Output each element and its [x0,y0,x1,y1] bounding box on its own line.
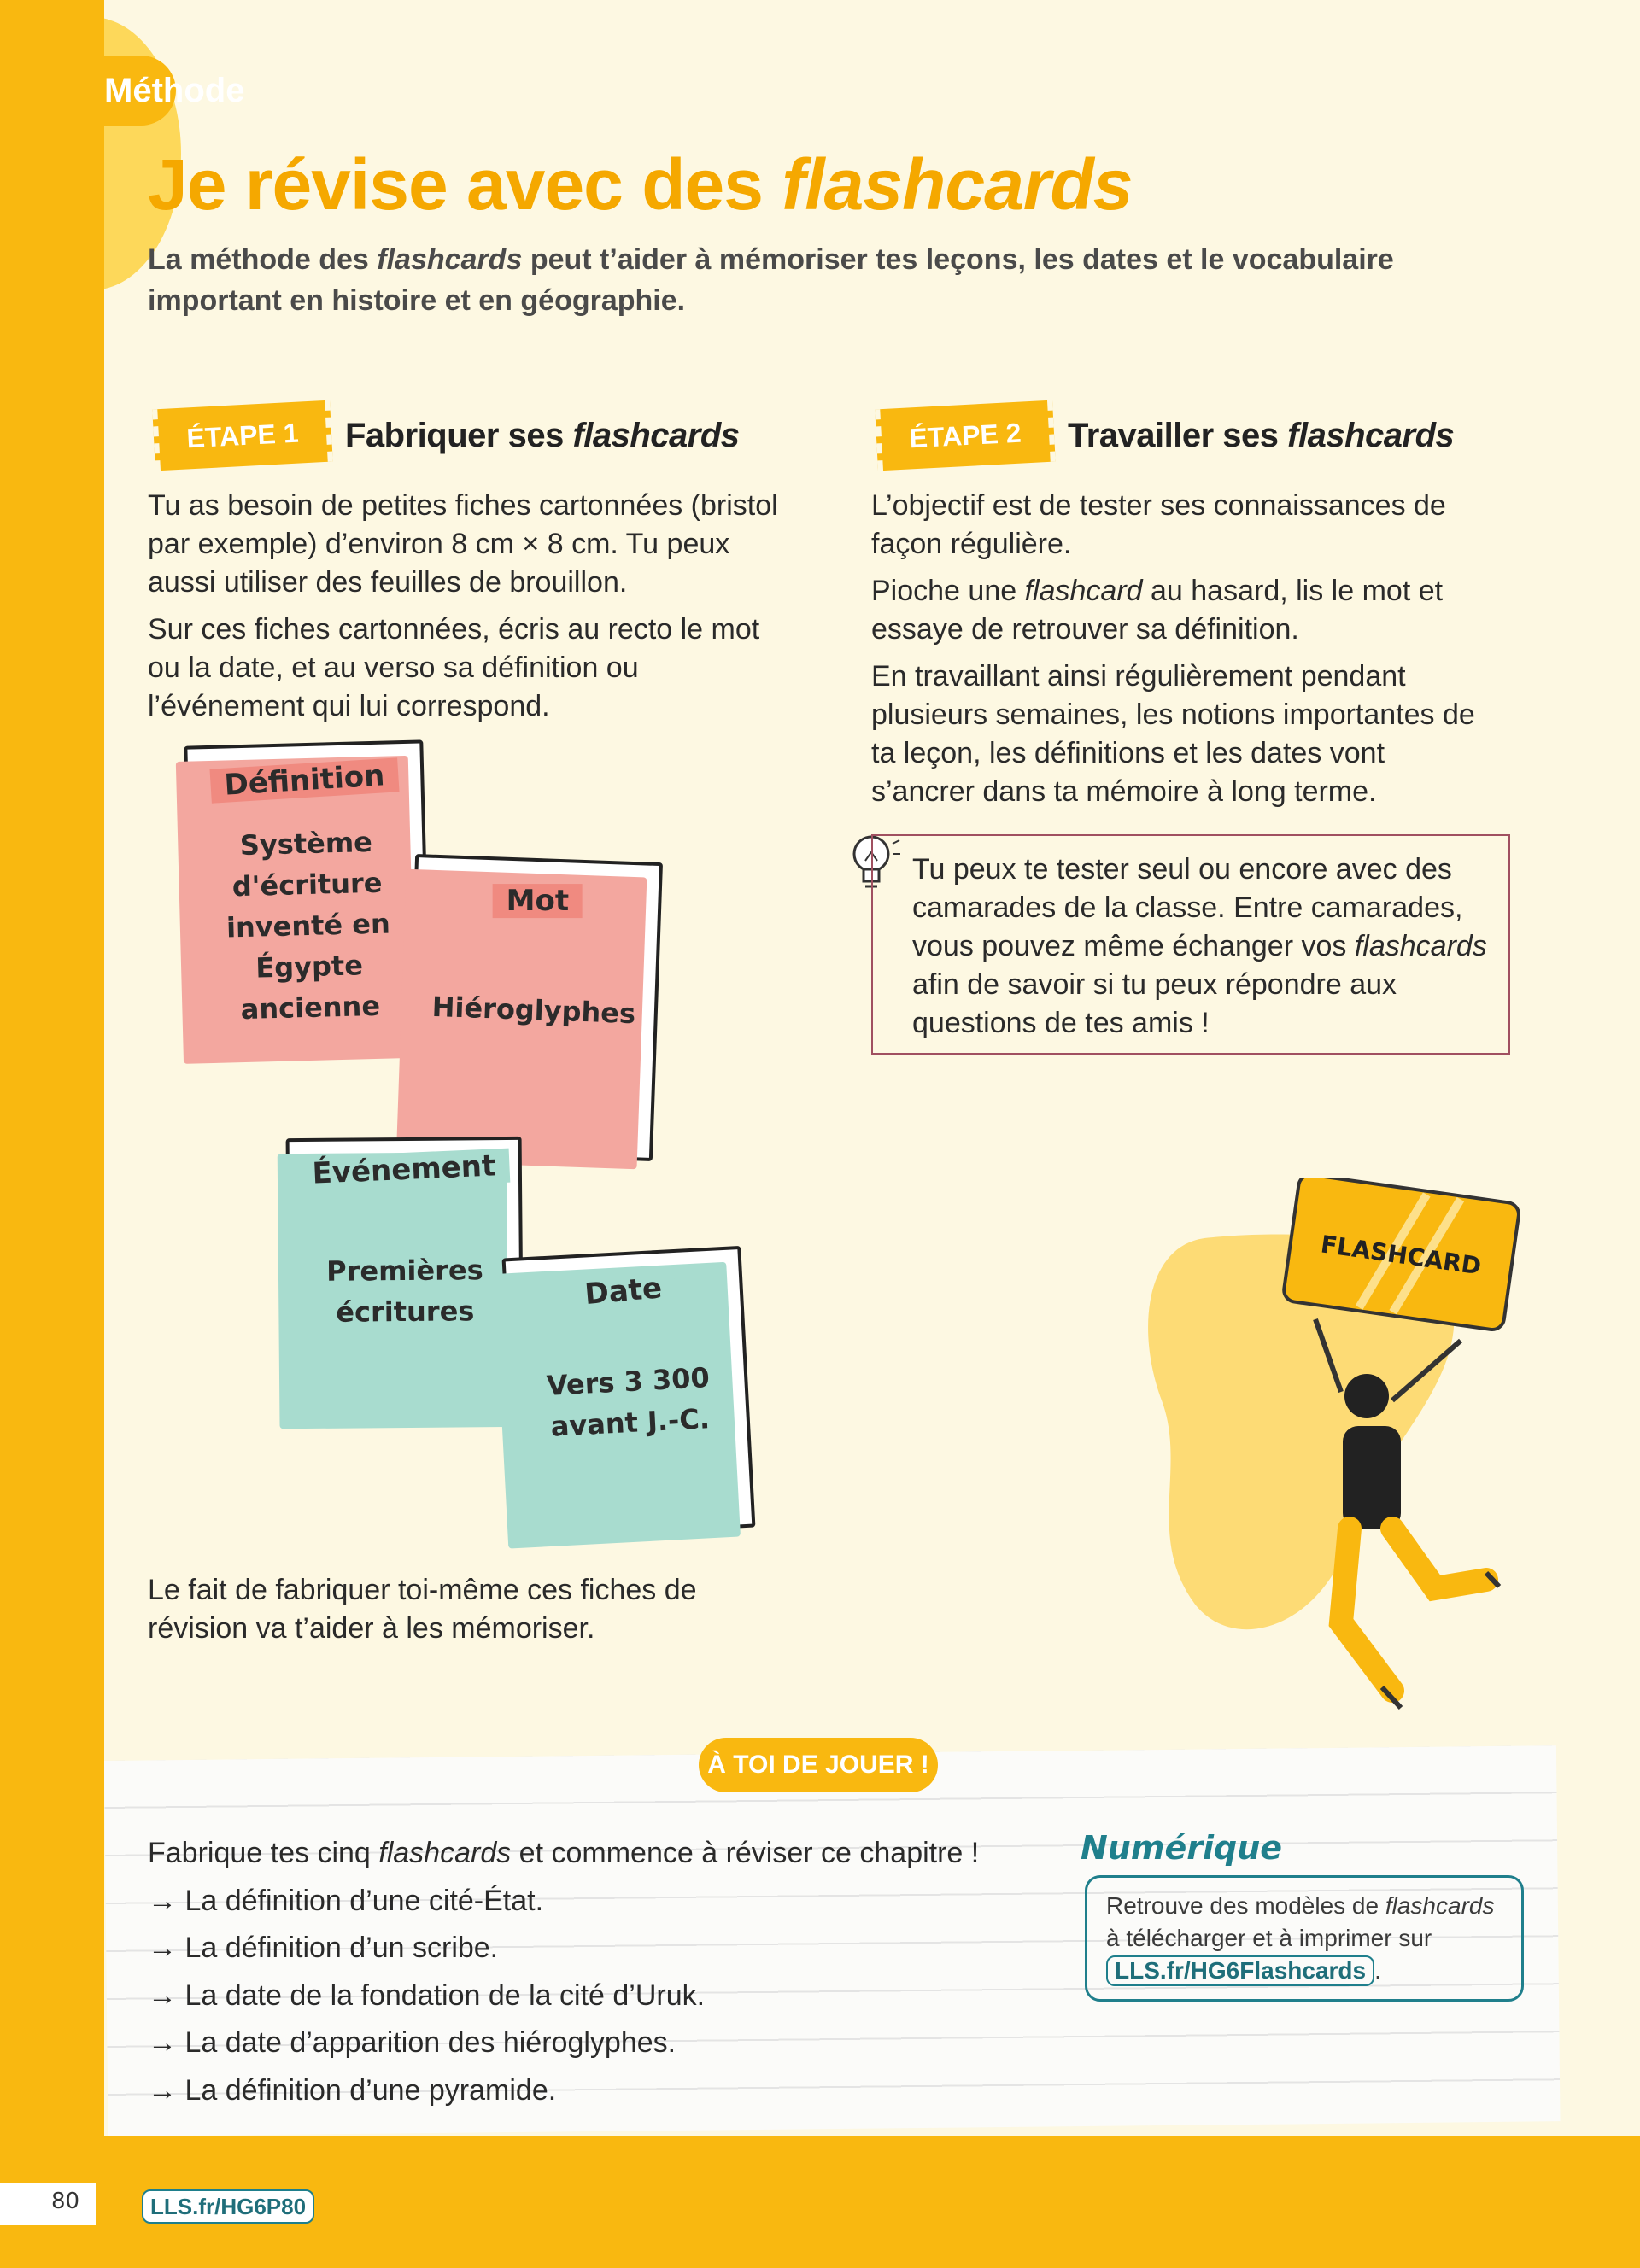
card-date [502,1246,756,1540]
card-mot [405,854,663,1161]
step1-tag: ÉTAPE 1 [152,400,332,471]
card-text-definition: Système d'écriture inventé en Égypte ancienne [226,825,391,1026]
page-number: 80 [51,2189,80,2214]
card-label-date: Date [570,1270,677,1313]
exercise-item: → La date d’apparition des hiéroglyphes. [148,2026,676,2059]
card-text-evenement: Premières écritures [326,1254,483,1329]
tip-text: Tu peux te tester seul ou encore avec des camarades de la classe. Entre camarades, vous pouvez même échanger vos flashcards afin de savoir si tu peux répondre aux questions de tes amis ! [912,853,1487,1039]
footer-link[interactable]: LLS.fr/HG6P80 [142,2189,314,2224]
flashcards-link[interactable]: LLS.fr/HG6Flashcards [1106,1955,1374,1986]
card-label-definition: Définition [209,757,399,803]
card-label-mot: Mot [493,884,583,918]
card-text-mot: Hiéroglyphes [431,990,636,1031]
exercise-item: → La date de la fondation de la cité d’Uruk. [148,1979,706,2012]
card-text-date: Vers 3 300 avant J.-C. [546,1361,711,1443]
step1-title: Fabriquer ses flashcards [345,417,740,454]
step2-text: L’objectif est de tester ses connaissances de façon régulière. Pioche une flashcard au hasard, lis le mot et essaye de retrouver sa définition. En travaillant ainsi régulièrement pendant plusieurs semaines, les notions importantes de ta leçon, les définitions et les dates vont s’ancrer dans ta mémoire à long terme. [871,489,1475,808]
step2-title: Travailler ses flashcards [1068,417,1455,454]
card-label-evenement: Événement [298,1149,510,1192]
page-title: Je révise avec des flashcards [148,144,1133,225]
exercise-item: → La définition d’une pyramide. [148,2073,557,2107]
exercise-intro: Fabrique tes cinq flashcards et commence à réviser ce chapitre ! [148,1837,980,1869]
numerique-title: Numérique [1081,1829,1283,1867]
intro-text: La méthode des flashcards peut t’aider à mémoriser tes leçons, les dates et le vocabulaire important en histoire et en géographie. [148,243,1394,317]
method-badge: Méthode [0,56,176,126]
exercise-item: → La définition d’une cité-État. [148,1884,544,1917]
card-definition [184,739,430,1055]
step2-tag: ÉTAPE 2 [875,400,1055,471]
card-evenement [286,1137,524,1420]
step1-conclusion: Le fait de fabriquer toi-même ces fiches de révision va t’aider à les mémoriser. [148,1574,697,1645]
step1-text: Tu as besoin de petites fiches cartonnées (bristol par exemple) d’environ 8 cm × 8 cm. Tu peux aussi utiliser des feuilles de brouillon. Sur ces fiches cartonnées, écris au recto le mot ou la date, et au verso sa définition ou l’événement qui lui correspond. [148,489,778,722]
exercise-list [148,1830,1045,2114]
person-holding-flashcard-illustration [1110,1178,1520,1725]
exercise-item: → La définition d’un scribe. [148,1932,499,1964]
numerique-box: Retrouve des modèles de flashcards à télécharger et à imprimer sur LLS.fr/HG6Flashcards . [1085,1875,1524,2002]
flashcard-illustration-text: FLASHCARD [1319,1230,1484,1281]
footer-page-tab [0,2183,96,2225]
exercise-badge: À TOI DE JOUER ! [699,1738,938,1792]
